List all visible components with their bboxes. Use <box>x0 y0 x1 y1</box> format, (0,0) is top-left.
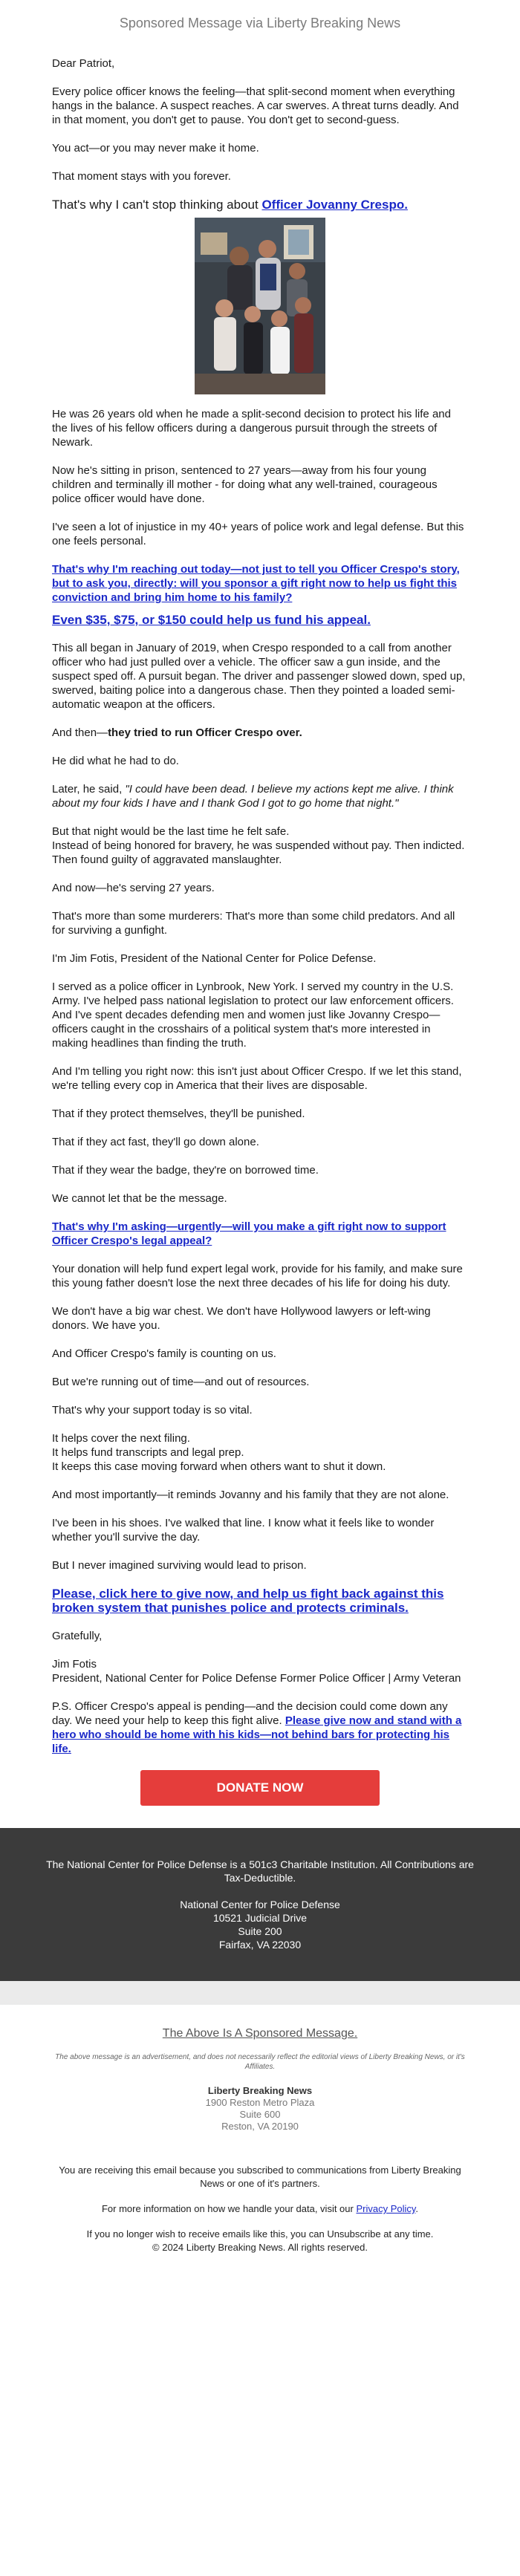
paragraph <box>52 782 468 810</box>
unsubscribe-notice <box>52 2228 468 2254</box>
paragraph: Every police officer knows the feeling—that split-second moment when everything hangs in the balance. A suspect reaches. A car swerves. A threat turns deadly. And in that moment, you don't get to pause. You don't get to second-guess. <box>52 85 459 126</box>
paragraph: That if they wear the badge, they're on borrowed time. <box>52 1164 319 1177</box>
copyright: © 2024 Liberty Breaking News. All rights reserved. <box>152 2242 368 2253</box>
data-notice-end: . <box>415 2203 419 2214</box>
subscription-info <box>52 2164 468 2254</box>
paragraph-line: It keeps this case moving forward when others want to shut it down. <box>52 1460 386 1473</box>
sponsor-header <box>0 0 520 48</box>
publisher-city: Reston, VA 20190 <box>221 2121 299 2132</box>
signature-title: President, National Center for Police Defense Former Police Officer | Army Veteran <box>52 1672 461 1685</box>
paragraph <box>52 726 468 740</box>
bold-text: they tried to run Officer Crespo over. <box>108 726 302 739</box>
paragraph <box>52 198 468 212</box>
postscript-give-link[interactable]: Please give now and stand with a hero who should be home with his kids—not behind bars for protecting his life. <box>52 1714 462 1755</box>
paragraph: I've seen a lot of injustice in my 40+ years of police work and legal defense. But this one feels personal. <box>52 521 464 547</box>
paragraph-text: That's why I can't stop thinking about <box>52 198 262 212</box>
paragraph: You act—or you may never make it home. <box>52 142 259 155</box>
crespo-quote: "I could have been dead. I believe my actions kept me alive. I think about my four kids I have and I thank God I got to go home that night." <box>52 783 454 810</box>
divider <box>0 1981 520 2005</box>
paragraph: And most importantly—it reminds Jovanny and his family that they are not alone. <box>52 1489 449 1501</box>
paragraph: That if they act fast, they'll go down alone. <box>52 1136 259 1148</box>
charity-statement: The National Center for Police Defense is a 501c3 Charitable Institution. All Contributions are Tax-Deductible. <box>46 1858 474 1884</box>
data-notice-text: For more information on how we handle your data, visit our <box>101 2203 357 2214</box>
data-notice <box>52 2202 468 2216</box>
charity-org-name: National Center for Police Defense <box>180 1899 340 1910</box>
privacy-policy-link[interactable]: Privacy Policy <box>356 2203 416 2214</box>
officer-crespo-link[interactable]: Officer Jovanny Crespo. <box>261 198 408 212</box>
paragraph: That if they protect themselves, they'll be punished. <box>52 1108 305 1120</box>
donate-container <box>0 1770 520 1806</box>
paragraph-line: Instead of being honored for bravery, he was suspended without pay. Then indicted. Then found guilty of aggravated manslaughter. <box>52 839 465 866</box>
charity-footer <box>0 1828 520 1981</box>
paragraph: I've been in his shoes. I've walked that line. I know what it feels like to wonder whether you'll survive the day. <box>52 1517 435 1544</box>
paragraph <box>52 824 468 867</box>
publisher-address <box>0 2085 520 2133</box>
sponsor-header-text: Sponsored Message via Liberty Breaking News <box>119 16 401 30</box>
publisher-suite: Suite 600 <box>239 2109 281 2120</box>
sponsor-gift-link[interactable]: That's why I'm reaching out today—not just to tell you Officer Crespo's story, but to ask you, directly: will you sponsor a gift right now to help us fight this conviction and bring him home to his family? <box>52 563 460 604</box>
paragraph <box>52 1431 468 1474</box>
sponsored-notice: The Above Is A Sponsored Message. <box>162 2027 358 2040</box>
family-photo-illustration <box>195 218 325 394</box>
paragraph: We don't have a big war chest. We don't have Hollywood lawyers or left-wing donors. We have you. <box>52 1305 431 1332</box>
paragraph: This all began in January of 2019, when Crespo responded to a call from another officer who had just pulled over a vehicle. The officer saw a gun inside, and the suspect sped off. A pursuit began. The driver and passenger slowed down, sped up, swerved, baiting police into a dangerous chase. Then they pointed a loaded semi-automatic weapon at the officers. <box>52 642 466 711</box>
paragraph: And Officer Crespo's family is counting on us. <box>52 1347 276 1360</box>
legal-appeal-gift-link[interactable]: That's why I'm asking—urgently—will you make a gift right now to support Officer Crespo's legal appeal? <box>52 1220 446 1247</box>
donate-now-button[interactable]: DONATE NOW <box>140 1770 380 1806</box>
unsubscribe-link[interactable]: Unsubscribe <box>327 2228 381 2240</box>
unsubscribe-text: If you no longer wish to receive emails like this, you can <box>86 2228 328 2240</box>
paragraph: And I'm telling you right now: this isn't just about Officer Crespo. If we let this stand, we're telling every cop in America that their lives are disposable. <box>52 1065 462 1092</box>
paragraph: That's more than some murderers: That's more than some child predators. And all for surviving a gunfight. <box>52 910 455 937</box>
disclaimer-text: The above message is an advertisement, and does not necessarily reflect the editorial views of Liberty Breaking News, or it's Affiliates. <box>55 2053 465 2071</box>
charity-address <box>45 1898 475 1951</box>
postscript-text: P.S. Officer Crespo's appeal is pending—and the decision could come down any day. We need your help to keep this fight alive. <box>52 1700 448 1727</box>
paragraph-line: It helps cover the next filing. <box>52 1432 190 1445</box>
appeal-amount-link[interactable]: Even $35, $75, or $150 could help us fund his appeal. <box>52 613 371 627</box>
letter-body <box>52 48 468 1756</box>
paragraph-line: It helps fund transcripts and legal prep. <box>52 1446 244 1459</box>
publisher-name: Liberty Breaking News <box>207 2085 313 2096</box>
charity-suite: Suite 200 <box>238 1925 282 1937</box>
paragraph: But I never imagined surviving would lead to prison. <box>52 1559 307 1572</box>
give-now-link[interactable]: Please, click here to give now, and help us fight back against this broken system that punishes police and protects criminals. <box>52 1587 444 1615</box>
paragraph <box>52 1220 468 1248</box>
signature-name: Jim Fotis <box>52 1658 97 1671</box>
paragraph: He did what he had to do. <box>52 755 179 767</box>
greeting: Dear Patriot, <box>52 57 115 70</box>
paragraph <box>52 562 468 605</box>
paragraph: He was 26 years old when he made a split-second decision to protect his life and the lives of his fellow officers during a dangerous pursuit through the streets of Newark. <box>52 408 451 449</box>
paragraph: I'm Jim Fotis, President of the National Center for Police Defense. <box>52 952 377 965</box>
paragraph <box>52 613 468 627</box>
paragraph-line: But that night would be the last time he felt safe. <box>52 825 290 838</box>
charity-street: 10521 Judicial Drive <box>212 1912 308 1924</box>
paragraph: That moment stays with you forever. <box>52 170 231 183</box>
paragraph: But we're running out of time—and out of resources. <box>52 1376 310 1388</box>
paragraph: Your donation will help fund expert legal work, provide for his family, and make sure this young father doesn't lose the next three decades of his life for doing his duty. <box>52 1263 463 1289</box>
paragraph <box>52 1587 468 1615</box>
family-photo[interactable] <box>195 218 325 394</box>
photo-container <box>52 218 468 398</box>
paragraph: That's why your support today is so vital. <box>52 1404 253 1417</box>
charity-city: Fairfax, VA 22030 <box>218 1939 302 1951</box>
publisher-street: 1900 Reston Metro Plaza <box>205 2097 315 2108</box>
paragraph-text: Later, he said, <box>52 783 126 796</box>
closing: Gratefully, <box>52 1630 103 1642</box>
paragraph: I served as a police officer in Lynbrook, New York. I served my country in the U.S. Army. I've helped pass national legislation to protect our law enforcement officers. And I've spent decades defending men and women just like Jovanny Crespo—officers caught in the crosshairs of a political system that's more interested in making headlines than finding the truth. <box>52 980 454 1050</box>
paragraph: Now he's sitting in prison, sentenced to 27 years—away from his four young children and terminally ill mother - for doing what any well-trained, courageous police officer would have done. <box>52 464 438 505</box>
unsubscribe-end: at any time. <box>380 2228 434 2240</box>
publisher-footer <box>0 2005 520 2254</box>
postscript <box>52 1700 468 1756</box>
paragraph-text: And then— <box>52 726 108 739</box>
signature <box>52 1657 468 1685</box>
paragraph: We cannot let that be the message. <box>52 1192 227 1205</box>
paragraph: And now—he's serving 27 years. <box>52 882 215 894</box>
receiving-notice: You are receiving this email because you subscribed to communications from Liberty Breaking News or one of it's partners. <box>59 2164 461 2189</box>
